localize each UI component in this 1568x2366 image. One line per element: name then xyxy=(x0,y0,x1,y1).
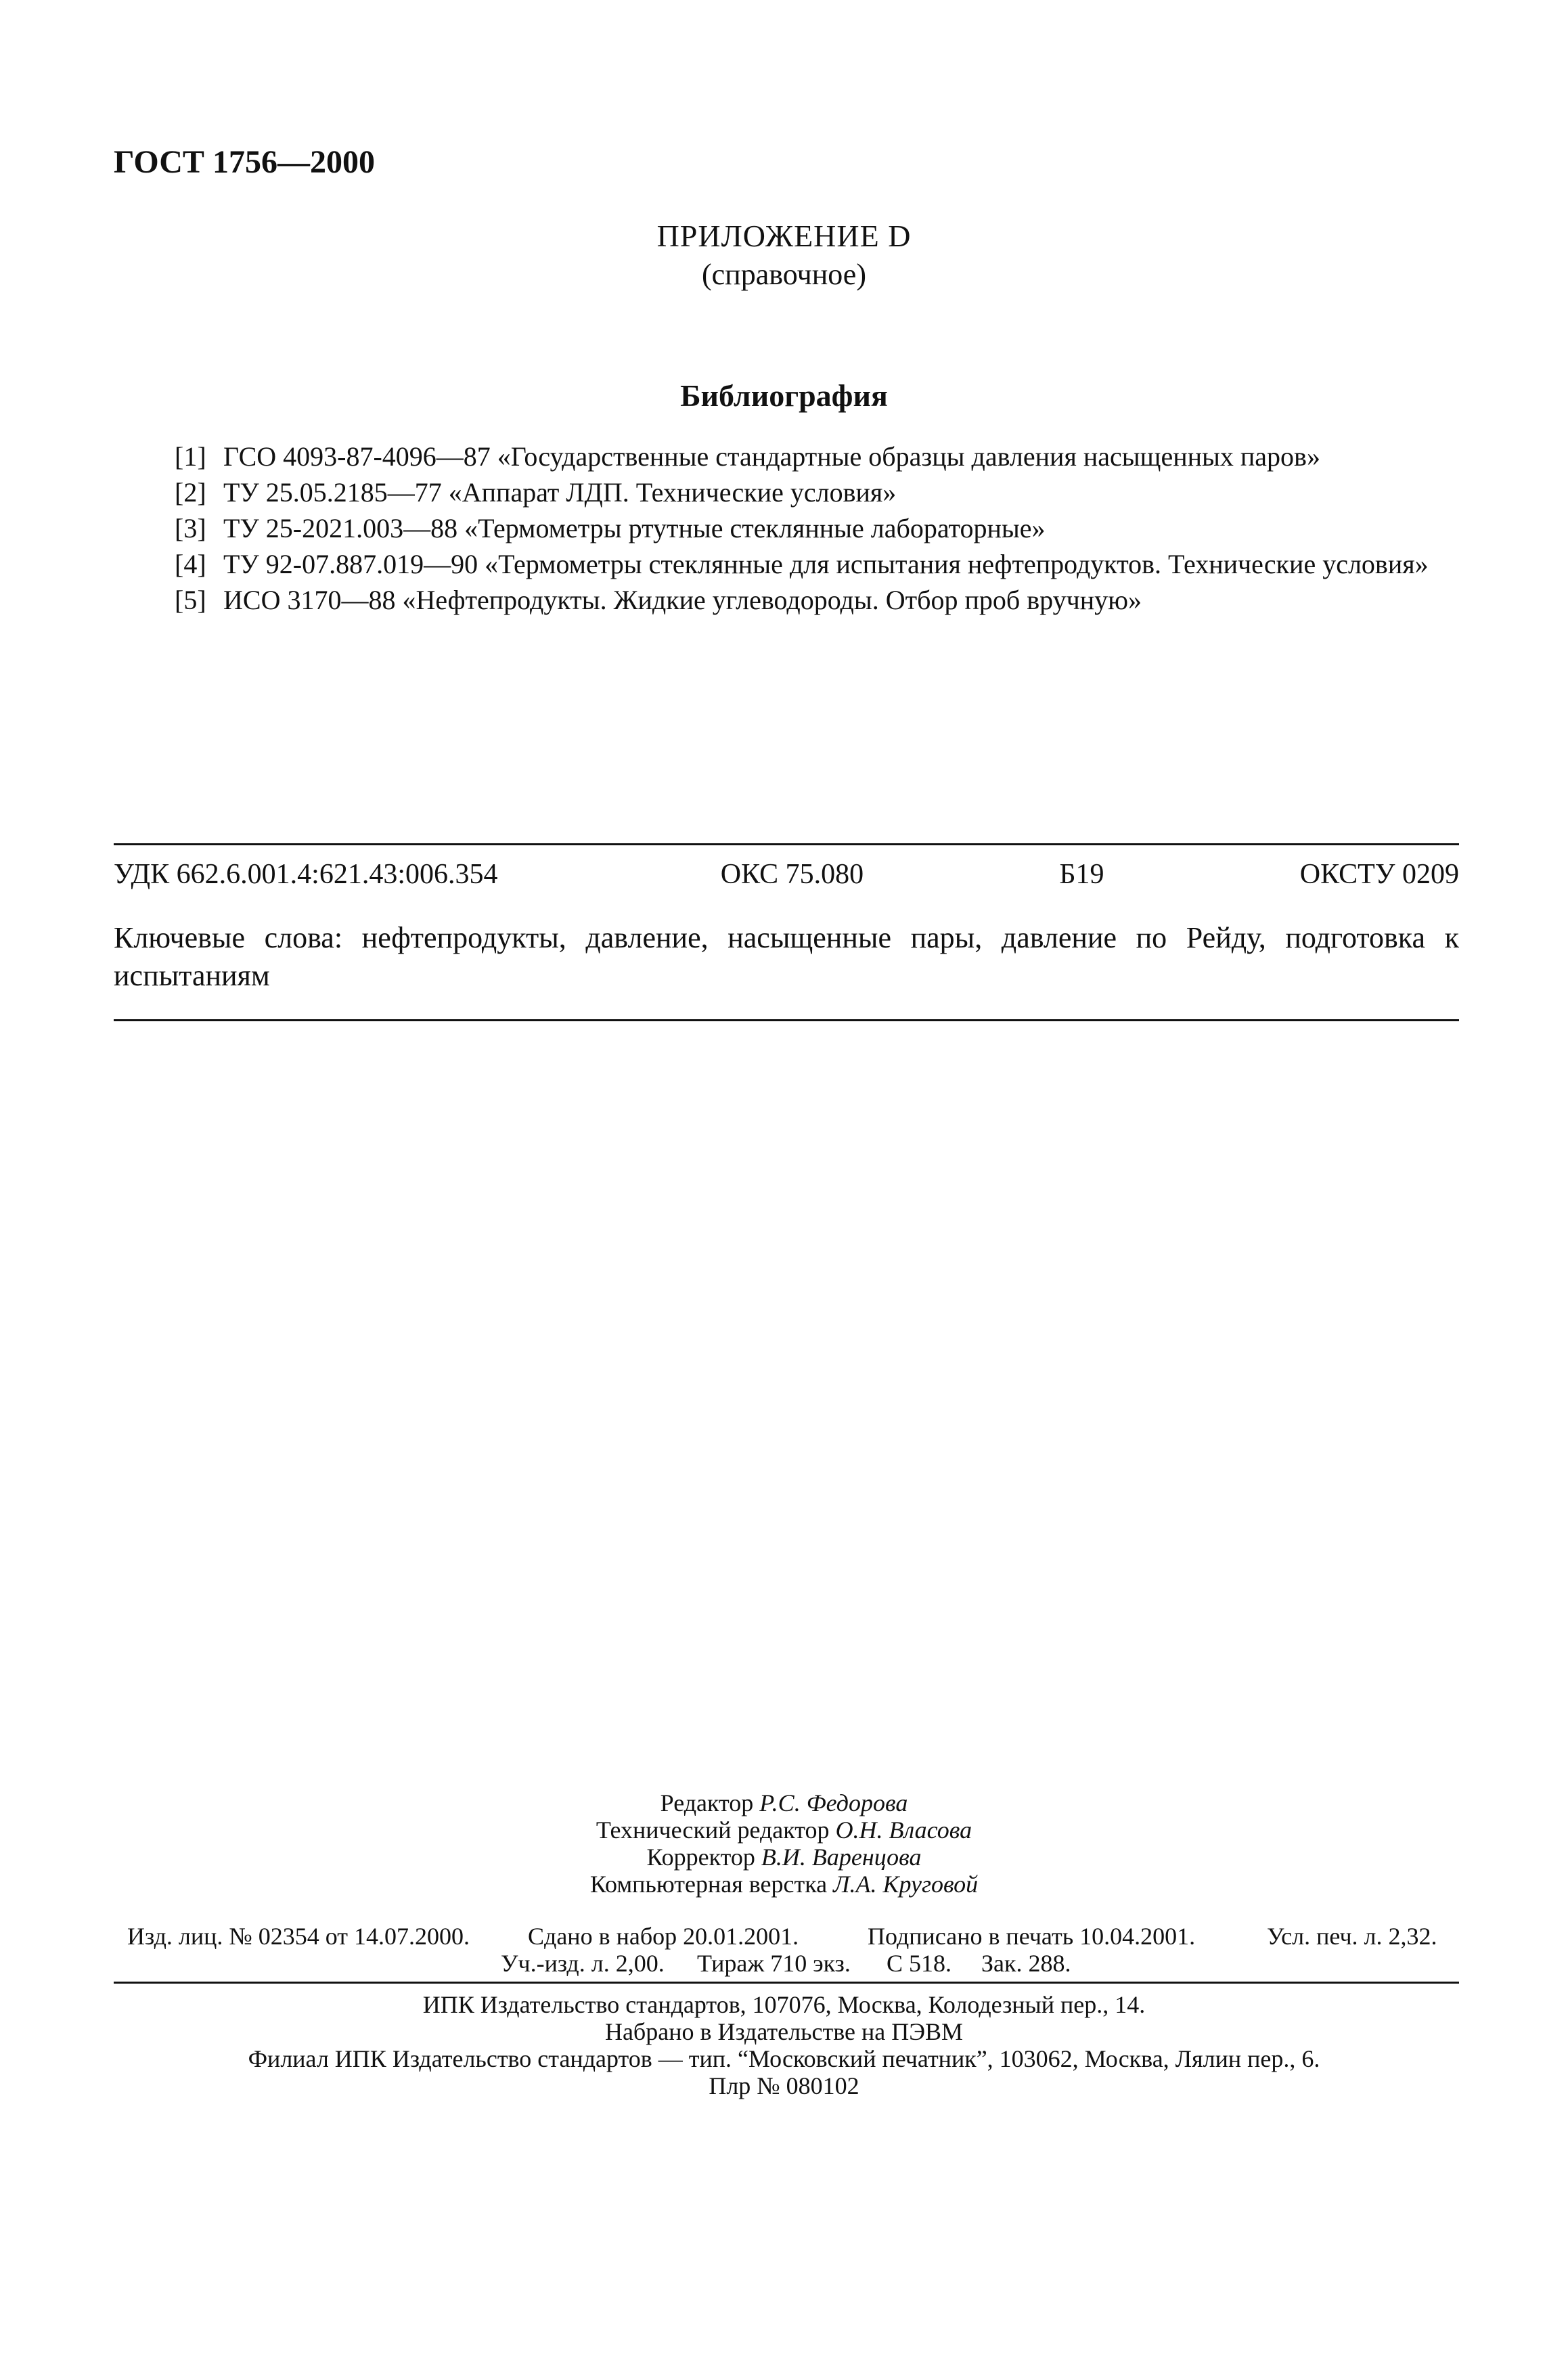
publication-signed: Подписано в печать 10.04.2001. xyxy=(868,1923,1196,1950)
imprint-line: Набрано в Издательстве на ПЭВМ xyxy=(604,2018,964,2045)
staff-line xyxy=(0,1816,1568,1844)
entry-text: ГСО 4093-87-4096—87 «Государственные стандартные образцы давления насыщенных паров» xyxy=(223,441,1320,472)
staff-name: В.И. Варенцова xyxy=(761,1844,922,1871)
staff-role: Редактор xyxy=(660,1789,754,1816)
entry-text: ТУ 25-2021.003—88 «Термометры ртутные стеклянные лабораторные» xyxy=(223,513,1046,543)
oks-code: ОКС 75.080 xyxy=(720,859,864,890)
okstu-code: ОКСТУ 0209 xyxy=(1299,859,1459,890)
entry-number: [1] xyxy=(175,441,206,472)
divider-top xyxy=(114,843,1459,845)
publication-pages: С 518. xyxy=(887,1950,952,1977)
udk-code: УДК 662.6.001.4:621.43:006.354 xyxy=(114,859,498,890)
entry-text: ТУ 92-07.887.019—90 «Термометры стеклянные для испытания нефтепродуктов. Технические условия» xyxy=(223,549,1429,579)
bibliography-entry xyxy=(175,546,1429,582)
entry-text: ТУ 25.05.2185—77 «Аппарат ЛДП. Технические условия» xyxy=(223,477,897,508)
staff-name: Л.А. Круговой xyxy=(833,1871,979,1898)
appendix-subtitle: (справочное) xyxy=(702,258,866,291)
publication-edit-sheets: Уч.-изд. л. 2,00. xyxy=(501,1950,665,1977)
standard-number: ГОСТ 1756—2000 xyxy=(114,144,375,180)
publication-submitted: Сдано в набор 20.01.2001. xyxy=(528,1923,799,1950)
bibliography-entry xyxy=(175,439,1429,474)
bibliography-list xyxy=(175,439,1429,618)
staff-line xyxy=(0,1789,1568,1816)
imprint-line: ИПК Издательство стандартов, 107076, Москва, Колодезный пер., 14. xyxy=(422,1991,1146,2018)
publication-copies: Тираж 710 экз. xyxy=(697,1950,851,1977)
appendix-title: ПРИЛОЖЕНИЕ D xyxy=(656,219,912,253)
bibliography-entry xyxy=(175,474,1429,510)
publication-order: Зак. 288. xyxy=(981,1950,1071,1977)
divider-bottom xyxy=(114,1019,1459,1021)
imprint xyxy=(0,1991,1568,2099)
publication-license: Изд. лиц. № 02354 от 14.07.2000. xyxy=(127,1923,470,1950)
staff-role: Компьютерная верстка xyxy=(589,1871,828,1898)
entry-text: ИСО 3170—88 «Нефтепродукты. Жидкие углеводороды. Отбор проб вручную» xyxy=(223,585,1142,615)
imprint-line: Филиал ИПК Издательство стандартов — тип. “Московский печатник”, 103062, Москва, Лялин пер., 6. xyxy=(248,2045,1320,2072)
staff-role: Корректор xyxy=(646,1844,755,1871)
classification-row xyxy=(114,858,1459,891)
imprint-line: Плр № 080102 xyxy=(709,2072,859,2099)
staff-line xyxy=(0,1844,1568,1871)
b-code: Б19 xyxy=(1059,859,1104,890)
staff-credits xyxy=(0,1789,1568,1898)
entry-number: [2] xyxy=(175,477,206,508)
entry-number: [5] xyxy=(175,585,206,615)
staff-role: Технический редактор xyxy=(596,1816,830,1844)
publication-print-sheets: Усл. печ. л. 2,32. xyxy=(1267,1923,1437,1950)
staff-name: Р.С. Федорова xyxy=(759,1789,908,1816)
divider-imprint xyxy=(114,1982,1459,1984)
entry-number: [4] xyxy=(175,549,206,579)
staff-name: О.Н. Власова xyxy=(835,1816,972,1844)
entry-number: [3] xyxy=(175,513,206,543)
keywords: Ключевые слова: нефтепродукты, давление, насыщенные пары, давление по Рейду, подготовка к испытаниям xyxy=(114,921,1459,992)
bibliography-entry xyxy=(175,510,1429,546)
staff-line xyxy=(0,1871,1568,1898)
bibliography-title: Библиография xyxy=(680,378,888,413)
bibliography-entry xyxy=(175,582,1429,618)
